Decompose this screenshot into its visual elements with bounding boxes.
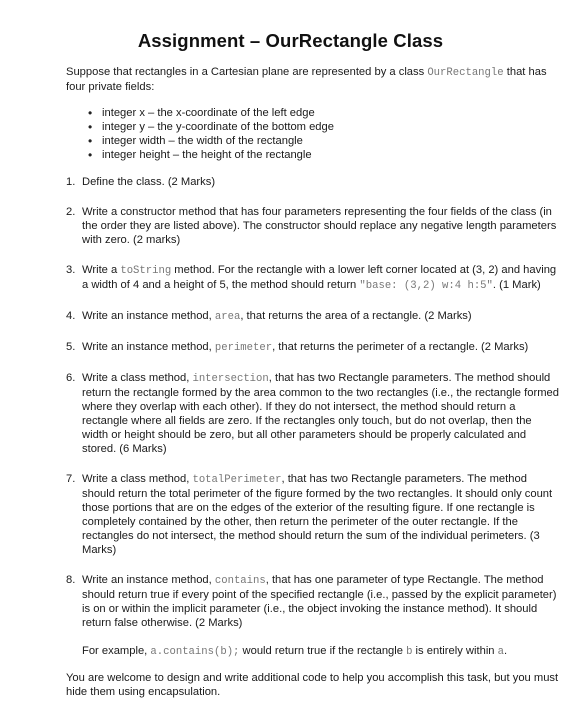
- task-text: Write an instance method,: [82, 574, 215, 586]
- example-text: .: [504, 645, 508, 657]
- field-item: • integer x – the x-coordinate of the left edge: [88, 106, 559, 120]
- task-number: 5.: [66, 341, 76, 353]
- task-text: , that returns the perimeter of a rectangle. (2 Marks): [272, 341, 529, 353]
- task-item: [66, 263, 559, 293]
- return-value-code: "base: (3,2) w:4 h:5": [359, 280, 493, 292]
- task-text: , that has two Rectangle parameters. The method should return the total perimeter of the figure formed by the two rectangles. It should only count those portions that are on the edges of the exterior of the resulting figure. If one rectangle is completely contained by the other, then return the perimeter of the outer rectangle. If the rectangles do not intersect, the method should return the sum of the individual perimeters. (3 Marks): [82, 473, 553, 556]
- closing-paragraph: You are welcome to design and write additional code to help you accomplish this task, but you must hide them using encapsulation.: [66, 672, 559, 698]
- task-number: 8.: [66, 574, 76, 586]
- task-item: [66, 573, 559, 659]
- task-number: 4.: [66, 310, 76, 322]
- method-code: intersection: [192, 373, 269, 385]
- intro-paragraph: [66, 65, 559, 94]
- task-text: . (1 Mark): [492, 279, 541, 291]
- task-item: [66, 371, 559, 456]
- task-number: 2.: [66, 206, 76, 218]
- page-title: Assignment – OurRectangle Class: [137, 30, 444, 51]
- example-code: a: [497, 646, 504, 658]
- task-number: 1.: [66, 176, 76, 188]
- task-item: [66, 205, 559, 247]
- example-text: For example,: [82, 645, 151, 657]
- example-code: a.contains(b);: [150, 646, 240, 658]
- task-text: Write an instance method,: [82, 341, 215, 353]
- intro-text-end: that has four private fields:: [66, 66, 547, 93]
- task-item: [66, 472, 559, 557]
- task-text: , that has one parameter of type Rectangle. The method should return true if every point of the specified rectangle (i.e., passed by the explicit parameter) is on or within the implicit parameter (i.e., the object invoking the instance method). It should return false otherwise. (2 Marks): [82, 574, 557, 629]
- task-item: [66, 175, 559, 189]
- field-item: • integer y – the y-coordinate of the bottom edge: [88, 120, 559, 134]
- task-text: Write a class method,: [82, 473, 193, 485]
- task-number: 7.: [66, 473, 76, 485]
- task-text: , that has two Rectangle parameters. The method should return the rectangle formed by the area common to the two rectangles (i.e., the rectangle formed where they overlap with each other). If they do not intersect, the method should return a rectangle where all fields are zero. If the rectangles only touch, but do not overlap, then the width or height should be zero, but all other parameters should be properly calculated and stored. (6 Marks): [82, 372, 559, 455]
- task-text: Define the class. (2 Marks): [82, 176, 216, 188]
- field-item: • integer height – the height of the rectangle: [88, 148, 559, 162]
- example-line: [82, 644, 559, 659]
- method-code: totalPerimeter: [192, 474, 282, 486]
- method-code: toString: [120, 265, 172, 277]
- method-code: contains: [214, 575, 266, 587]
- example-text: would return true if the rectangle: [239, 645, 407, 657]
- method-code: perimeter: [214, 342, 273, 354]
- intro-text: Suppose that rectangles in a Cartesian plane are represented by a class: [66, 66, 428, 78]
- task-number: 6.: [66, 372, 76, 384]
- class-name-code: OurRectangle: [427, 67, 504, 79]
- task-number: 3.: [66, 264, 76, 276]
- task-text: method. For the rectangle with a lower left corner located at (3, 2) and having a width of 4 and a height of 5, the method should return: [82, 264, 557, 291]
- task-text: , that returns the area of a rectangle. (2 Marks): [240, 310, 472, 322]
- example-text: is entirely within: [412, 645, 498, 657]
- task-text: Write a constructor method that has four parameters representing the four fields of the class (in the order they are listed above). The constructor should replace any negative length parameters with zero. (2 marks): [82, 206, 557, 246]
- task-item: [66, 309, 559, 324]
- fields-list: [66, 106, 559, 162]
- example-code: b: [406, 646, 413, 658]
- field-item: • integer width – the width of the rectangle: [88, 134, 559, 148]
- tasks-list: [66, 175, 559, 659]
- task-text: Write a class method,: [82, 372, 193, 384]
- task-item: [66, 340, 559, 355]
- task-text: Write a: [82, 264, 121, 276]
- method-code: area: [214, 311, 241, 323]
- task-text: Write an instance method,: [82, 310, 215, 322]
